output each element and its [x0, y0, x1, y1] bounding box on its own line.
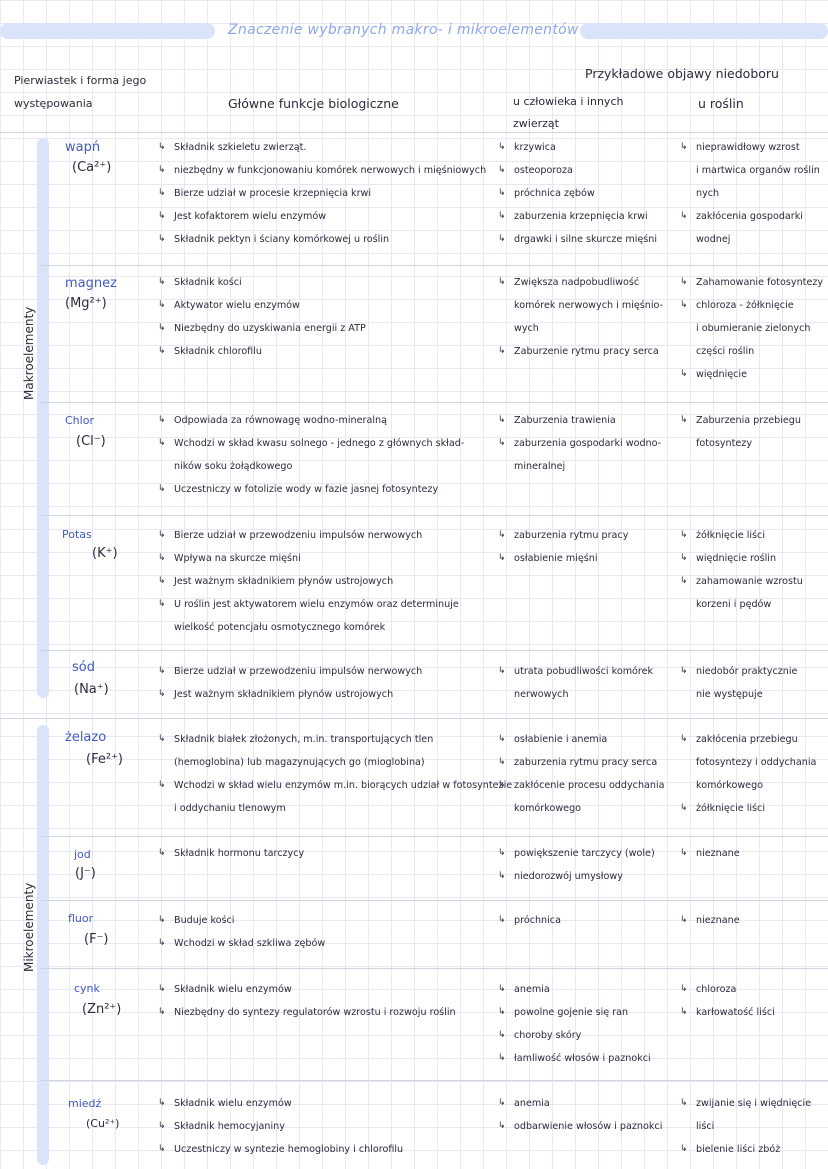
symptom-item: ↳ odbarwienie włosów i paznokci	[498, 1115, 676, 1138]
function-item: ↳ Składnik hemocyjaniny	[158, 1115, 493, 1138]
function-item: ↳ Niezbędny do syntezy regulatorów wzrostu i rozwoju roślin	[158, 1001, 493, 1024]
functions-list	[158, 1092, 493, 1161]
symptom-item: korzeni i pędów	[696, 599, 772, 610]
symptom-item: ↳ więdnięcie	[680, 363, 825, 386]
human-symptoms-list	[498, 524, 676, 570]
symptom-item: ↳ próchnica zębów	[498, 182, 676, 205]
symptom-item: ↳ powiększenie tarczycy (wole)	[498, 842, 676, 865]
functions-list	[158, 660, 493, 706]
human-symptoms-list	[498, 136, 676, 251]
macro-group-bar	[37, 138, 49, 698]
functions-list	[158, 909, 493, 955]
symptom-item: ↳ Zaburzenia trawienia	[498, 409, 676, 432]
symptom-item: nerwowych	[514, 689, 569, 700]
function-item: ↳ Uczestniczy w syntezie hemoglobiny i chlorofilu	[158, 1138, 493, 1161]
symptom-item: ↳ Zahamowanie fotosyntezy	[680, 271, 825, 294]
symptom-item: nie występuje	[696, 689, 763, 700]
plant-symptoms-list	[680, 978, 825, 1024]
symptom-item: ↳ osłabienie i anemia	[498, 728, 676, 751]
symptom-item: komórkowego	[514, 803, 582, 814]
human-symptoms-list	[498, 271, 676, 363]
symptom-item: i obumieranie zielonych	[696, 323, 811, 334]
plant-symptoms-list	[680, 1092, 825, 1161]
symptom-item: ↳ żółknięcie liści	[680, 797, 825, 820]
symptom-item: ↳ drgawki i silne skurcze mięśni	[498, 228, 676, 251]
human-symptoms-list	[498, 660, 676, 706]
symptom-item: ↳ niedobór praktycznie	[680, 660, 825, 683]
function-item: ↳ Niezbędny do uzyskiwania energii z ATP	[158, 317, 493, 340]
function-item: ↳ Wpływa na skurcze mięśni	[158, 547, 493, 570]
symptom-item: ↳ Zwiększa nadpobudliwość	[498, 271, 676, 294]
symptom-item: liści	[696, 1121, 715, 1132]
header-humans-col-line2: zwierząt	[513, 117, 559, 130]
micro-group-bar	[37, 725, 49, 1165]
symptom-item: ↳ osłabienie mięśni	[498, 547, 676, 570]
element-formula: (J⁻)	[75, 866, 96, 881]
header-element-col-line2: występowania	[14, 97, 93, 110]
macro-group-label: Makroelementy	[22, 306, 36, 400]
divider	[40, 1080, 828, 1081]
function-item: ↳ Składnik kości	[158, 271, 493, 294]
human-symptoms-list	[498, 728, 676, 820]
element-formula: (Ca²⁺)	[72, 160, 112, 175]
element-name: Chlor	[65, 414, 94, 427]
functions-list	[158, 842, 493, 865]
element-name: magnez	[65, 276, 117, 291]
function-item: wielkość potencjału osmotycznego komórek	[174, 622, 386, 633]
divider	[40, 900, 828, 901]
header-element-col-line1: Pierwiastek i forma jego	[14, 74, 147, 87]
element-name: sód	[72, 660, 95, 675]
title-highlight-right	[580, 23, 828, 39]
symptom-item: wodnej	[696, 234, 731, 245]
human-symptoms-list	[498, 842, 676, 888]
header-plants-col: u roślin	[698, 96, 744, 111]
micro-group-label: Mikroelementy	[22, 882, 36, 972]
header-humans-col-line1: u człowieka i innych	[513, 95, 624, 108]
human-symptoms-list	[498, 909, 676, 932]
function-item: i oddychaniu tlenowym	[174, 803, 286, 814]
symptom-item: ↳ zakłócenia gospodarki	[680, 205, 825, 228]
symptom-item: ↳ zahamowanie wzrostu	[680, 570, 825, 593]
symptom-item: ↳ nieznane	[680, 909, 825, 932]
symptom-item: fotosyntezy i oddychania	[696, 757, 817, 768]
symptom-item: ↳ nieznane	[680, 842, 825, 865]
symptom-item: komórek nerwowych i mięśnio-	[514, 300, 663, 311]
element-name: miedź	[68, 1097, 102, 1110]
element-name: Potas	[62, 528, 92, 541]
symptom-item: ↳ Zaburzenie rytmu pracy serca	[498, 340, 676, 363]
function-item: ↳ Uczestniczy w fotolizie wody w fazie jasnej fotosyntezy	[158, 478, 493, 501]
functions-list	[158, 524, 493, 639]
title-row	[0, 18, 828, 44]
function-item: ↳ Składnik pektyn i ściany komórkowej u roślin	[158, 228, 493, 251]
symptom-item: fotosyntezy	[696, 438, 753, 449]
divider	[40, 836, 828, 837]
page-title: Znaczenie wybranych makro- i mikroelementów	[228, 22, 579, 38]
element-name: fluor	[68, 912, 94, 925]
plant-symptoms-list	[680, 660, 825, 706]
symptom-item: ↳ choroby skóry	[498, 1024, 676, 1047]
divider	[40, 265, 828, 266]
functions-list	[158, 409, 493, 501]
element-formula: (Fe²⁺)	[86, 752, 123, 767]
function-item: ↳ U roślin jest aktywatorem wielu enzymów oraz determinuje	[158, 593, 493, 616]
symptom-item: części roślin	[696, 346, 755, 357]
element-name: cynk	[74, 982, 100, 995]
plant-symptoms-list	[680, 842, 825, 865]
element-formula: (Na⁺)	[74, 682, 109, 697]
plant-symptoms-list	[680, 524, 825, 616]
functions-list	[158, 978, 493, 1024]
human-symptoms-list	[498, 978, 676, 1070]
function-item: ↳ Odpowiada za równowagę wodno-mineralną	[158, 409, 493, 432]
element-formula: (Cu²⁺)	[86, 1117, 120, 1130]
symptom-item: ↳ osteoporoza	[498, 159, 676, 182]
human-symptoms-list	[498, 409, 676, 478]
symptom-item: ↳ zakłócenie procesu oddychania	[498, 774, 676, 797]
function-item: ↳ Składnik chlorofilu	[158, 340, 493, 363]
function-item: ↳ Bierze udział w przewodzeniu impulsów nerwowych	[158, 660, 493, 683]
symptom-item: ↳ chloroza - żółknięcie	[680, 294, 825, 317]
element-name: wapń	[65, 140, 101, 155]
function-item: ↳ Bierze udział w procesie krzepnięcia krwi	[158, 182, 493, 205]
symptom-item: komórkowego	[696, 780, 764, 791]
symptom-item: ↳ anemia	[498, 978, 676, 1001]
symptom-item: ↳ żółknięcie liści	[680, 524, 825, 547]
symptom-item: ↳ próchnica	[498, 909, 676, 932]
divider	[0, 718, 828, 719]
function-item: ↳ Składnik wielu enzymów	[158, 1092, 493, 1115]
functions-list	[158, 136, 493, 251]
plant-symptoms-list	[680, 728, 825, 820]
function-item: ↳ Bierze udział w przewodzeniu impulsów nerwowych	[158, 524, 493, 547]
title-highlight-left	[0, 23, 215, 39]
plant-symptoms-list	[680, 136, 825, 251]
functions-list	[158, 728, 513, 820]
symptom-item: ↳ powolne gojenie się ran	[498, 1001, 676, 1024]
header-deficiency-col: Przykładowe objawy niedoboru	[585, 66, 779, 81]
symptom-item: ↳ zaburzenia rytmu pracy	[498, 524, 676, 547]
symptom-item: ↳ zakłócenia przebiegu	[680, 728, 825, 751]
function-item: ↳ Wchodzi w skład szkliwa zębów	[158, 932, 493, 955]
function-item: ↳ Wchodzi w skład wielu enzymów m.in. biorących udział w fotosyntezie	[158, 774, 493, 797]
symptom-item: ↳ chloroza	[680, 978, 825, 1001]
element-name: jod	[74, 848, 91, 861]
element-formula: (K⁺)	[92, 546, 118, 561]
symptom-item: ↳ anemia	[498, 1092, 676, 1115]
plant-symptoms-list	[680, 909, 825, 932]
divider	[40, 515, 828, 516]
symptom-item: ↳ zaburzenia gospodarki wodno-	[498, 432, 676, 455]
symptom-item: ↳ nieprawidłowy wzrost	[680, 136, 825, 159]
function-item: ↳ Składnik białek złożonych, m.in. transportujących tlen	[158, 728, 493, 751]
symptom-item: i martwica organów roślin	[696, 165, 820, 176]
function-item: ↳ Buduje kości	[158, 909, 493, 932]
element-formula: (Mg²⁺)	[65, 296, 107, 311]
human-symptoms-list	[498, 1092, 676, 1138]
symptom-item: ↳ niedorozwój umysłowy	[498, 865, 676, 888]
function-item: ↳ Składnik hormonu tarczycy	[158, 842, 493, 865]
symptom-item: ↳ karłowatość liści	[680, 1001, 825, 1024]
function-item: ↳ Składnik szkieletu zwierząt.	[158, 136, 493, 159]
function-item: ↳ Jest ważnym składnikiem płynów ustrojowych	[158, 570, 493, 593]
symptom-item: ↳ krzywica	[498, 136, 676, 159]
plant-symptoms-list	[680, 271, 825, 386]
plant-symptoms-list	[680, 409, 825, 455]
function-item: ↳ Składnik wielu enzymów	[158, 978, 493, 1001]
divider	[40, 968, 828, 969]
symptom-item: ↳ bielenie liści zbóż	[680, 1138, 825, 1161]
function-item: ↳ Wchodzi w skład kwasu solnego - jednego z głównych skład-	[158, 432, 493, 455]
function-item: ↳ Aktywator wielu enzymów	[158, 294, 493, 317]
symptom-item: ↳ więdnięcie roślin	[680, 547, 825, 570]
function-item: ↳ Jest ważnym składnikiem płynów ustrojowych	[158, 683, 493, 706]
symptom-item: ↳ zwijanie się i więdnięcie	[680, 1092, 825, 1115]
symptom-item: nych	[696, 188, 720, 199]
symptom-item: ↳ zaburzenia krzepnięcia krwi	[498, 205, 676, 228]
divider	[40, 402, 828, 403]
divider	[0, 132, 828, 133]
symptom-item: ↳ Zaburzenia przebiegu	[680, 409, 825, 432]
symptom-item: wych	[514, 323, 539, 334]
element-formula: (F⁻)	[84, 932, 109, 947]
function-item: ↳ niezbędny w funkcjonowaniu komórek nerwowych i mięśniowych	[158, 159, 493, 182]
functions-list	[158, 271, 493, 363]
symptom-item: ↳ łamliwość włosów i paznokci	[498, 1047, 676, 1070]
element-formula: (Zn²⁺)	[82, 1002, 122, 1017]
function-item: (hemoglobina) lub magazynujących go (mioglobina)	[174, 757, 425, 768]
element-formula: (Cl⁻)	[76, 434, 106, 449]
symptom-item: mineralnej	[514, 461, 566, 472]
symptom-item: ↳ zaburzenia rytmu pracy serca	[498, 751, 676, 774]
divider	[40, 650, 828, 651]
function-item: ↳ Jest kofaktorem wielu enzymów	[158, 205, 493, 228]
header-functions-col: Główne funkcje biologiczne	[228, 96, 399, 111]
symptom-item: ↳ utrata pobudliwości komórek	[498, 660, 676, 683]
element-name: żelazo	[65, 730, 107, 745]
function-item: ników soku żołądkowego	[174, 461, 293, 472]
